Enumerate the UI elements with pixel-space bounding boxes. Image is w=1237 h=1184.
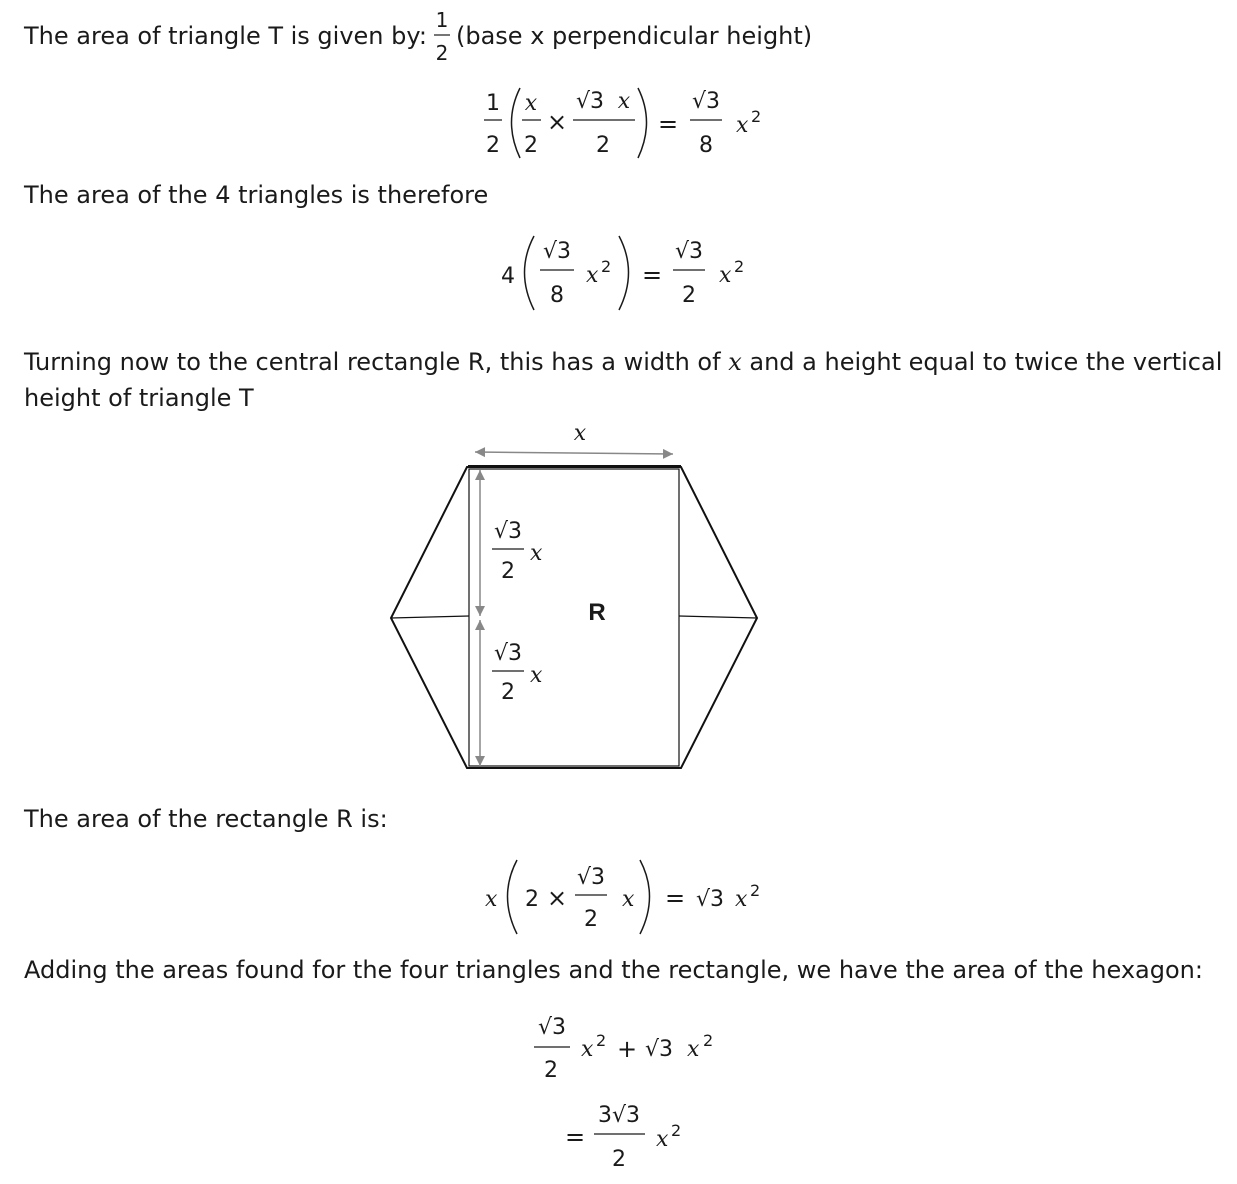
paragraph-four-triangles <box>24 177 488 213</box>
eq4-x1: x <box>581 1037 594 1062</box>
eq3-r-x: x <box>735 887 748 912</box>
four-triangles-text: The area of the 4 triangles is therefore <box>24 181 489 209</box>
rectangle-text-a: Turning now to the central rectangle R, this has a width of <box>24 348 721 376</box>
eq5-exp: 2 <box>671 1121 682 1140</box>
rectangle-text-c: height of triangle T <box>24 384 254 412</box>
eq2-in-exp: 2 <box>601 257 612 276</box>
equation-rectangle-area <box>485 860 760 934</box>
eq5-equals: = <box>564 1123 586 1151</box>
eq1-a-num: x <box>524 91 538 116</box>
eq5-x: x <box>656 1127 669 1152</box>
eq1-r-exp: 2 <box>751 107 762 126</box>
eq1-b-den: 2 <box>596 133 610 158</box>
paragraph-triangle-area-tail <box>456 18 812 54</box>
eq1-half-num: 1 <box>486 91 500 116</box>
eq3-r-exp: 2 <box>750 881 761 900</box>
eq3-lead-x: x <box>485 887 498 912</box>
right-divider <box>679 616 757 618</box>
eq1-r-x: x <box>736 113 749 138</box>
eq1-a-den: 2 <box>524 133 538 158</box>
hexagon-outline <box>391 467 757 768</box>
eq2-equals: = <box>641 261 663 289</box>
equation-hexagon-result <box>565 1103 681 1172</box>
eq3-right-paren <box>640 860 650 934</box>
eq4-root: √3 <box>645 1037 674 1062</box>
eq2-r-x: x <box>719 263 732 288</box>
rectangle-width-var: x <box>728 348 742 376</box>
eq4-x2: x <box>687 1037 700 1062</box>
eq1-r-den: 8 <box>699 133 713 158</box>
upper-label-x: x <box>530 541 543 566</box>
eq1-half-den: 2 <box>486 133 500 158</box>
eq2-in-num: √3 <box>542 239 572 264</box>
upper-label-num: √3 <box>493 519 523 544</box>
paragraph-central-rectangle-line2 <box>24 380 254 416</box>
eq1-equals: = <box>657 110 679 138</box>
rectangle-label: R <box>588 599 606 626</box>
width-label: x <box>573 421 587 446</box>
eq2-in-den: 8 <box>550 283 564 308</box>
eq4-exp1: 2 <box>596 1031 607 1050</box>
left-divider <box>391 616 469 618</box>
lower-label-x: x <box>530 663 543 688</box>
paragraph-rectangle-area <box>24 801 388 837</box>
paragraph-hexagon-area <box>24 952 1203 988</box>
eq2-right-paren <box>619 236 629 310</box>
eq3-in-x: x <box>622 887 635 912</box>
eq1-left-paren <box>512 88 521 158</box>
inline-fraction-numerator: 1 <box>435 8 449 32</box>
eq2-coef: 4 <box>501 264 515 289</box>
equation-hexagon-sum <box>534 1015 713 1083</box>
rectangle-area-text: The area of the rectangle R is: <box>24 805 388 833</box>
lower-label-num: √3 <box>493 641 523 666</box>
eq2-left-paren <box>525 236 535 310</box>
eq1-r-num: √3 <box>691 89 721 114</box>
eq5-num: 3√3 <box>597 1103 641 1128</box>
paragraph-central-rectangle <box>24 344 1222 380</box>
triangle-area-intro: The area of triangle T is given by: <box>24 22 427 50</box>
eq4-exp2: 2 <box>703 1031 714 1050</box>
eq3-times: × <box>546 884 568 912</box>
inline-fraction-denominator: 2 <box>435 41 449 65</box>
equation-four-triangles <box>501 236 744 310</box>
hexagon-diagram <box>391 421 757 768</box>
inline-half-fraction <box>434 8 450 65</box>
paragraph-triangle-area <box>24 18 427 54</box>
eq3-left-paren <box>508 860 518 934</box>
triangle-area-formula-text: (base x perpendicular height) <box>456 22 813 50</box>
eq2-r-den: 2 <box>682 283 696 308</box>
eq3-two: 2 <box>525 887 539 912</box>
eq3-num: √3 <box>576 865 606 890</box>
eq3-equals: = <box>664 884 686 912</box>
eq1-right-paren <box>638 88 647 158</box>
eq1-b-root: √3 <box>575 89 605 114</box>
eq4-plus: + <box>616 1035 638 1063</box>
rectangle-r <box>469 469 679 766</box>
eq1-b-x: x <box>617 89 631 114</box>
eq4-num: √3 <box>537 1015 567 1040</box>
eq3-r-root: √3 <box>696 887 725 912</box>
rectangle-text-b: and a height equal to twice the vertical <box>749 348 1223 376</box>
hexagon-area-text: Adding the areas found for the four triangles and the rectangle, we have the area of the hexagon: <box>24 956 1203 984</box>
eq2-r-num: √3 <box>674 239 704 264</box>
eq2-r-exp: 2 <box>734 257 745 276</box>
upper-label-den: 2 <box>501 559 515 584</box>
eq1-times: × <box>546 108 568 136</box>
eq5-den: 2 <box>612 1147 626 1172</box>
eq2-in-x: x <box>586 263 599 288</box>
width-arrow <box>475 452 673 454</box>
equation-triangle-area <box>484 88 761 158</box>
lower-label-den: 2 <box>501 680 515 705</box>
eq4-den: 2 <box>544 1058 558 1083</box>
eq3-den: 2 <box>584 907 598 932</box>
